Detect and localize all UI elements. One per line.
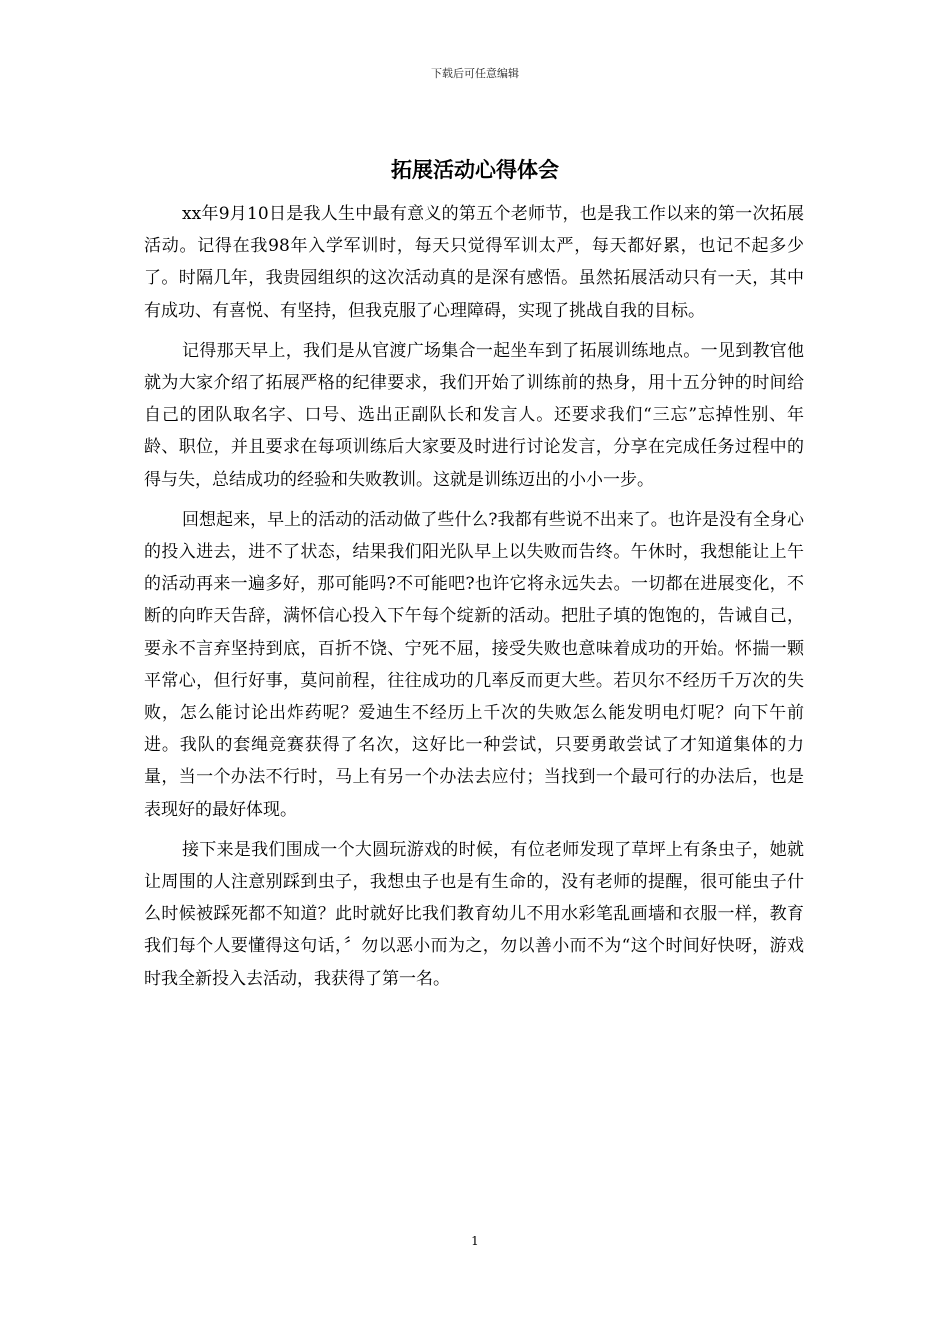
page-number: 1 (471, 1234, 479, 1248)
document-body (144, 198, 804, 1003)
page-header-note: 下载后可任意编辑 (431, 67, 519, 80)
body-paragraph: xx年9月10日是我人生中最有意义的第五个老师节，也是我工作以来的第一次拓展活动。记得在我98年入学军训时，每天只觉得军训太严，每天都好累，也记不起多少了。时隔几年，我贵园组织的这次活动真的是深有感悟。虽然拓展活动只有一天，其中有成功、有喜悦、有坚持，但我克服了心理障碍，实现了挑战自我的目标。 (144, 204, 804, 321)
body-paragraph: 记得那天早上，我们是从官渡广场集合一起坐车到了拓展训练地点。一见到教官他就为大家介绍了拓展严格的纪律要求，我们开始了训练前的热身，用十五分钟的时间给自己的团队取名字、口号、选出正副队长和发言人。还要求我们“三忘”忘掉性别、年龄、职位，并且要求在每项训练后大家要及时进行讨论发言，分享在完成任务过程中的得与失，总结成功的经验和失败教训。这就是训练迈出的小小一步。 (144, 340, 804, 490)
body-paragraph: 回想起来，早上的活动的活动做了些什么?我都有些说不出来了。也许是没有全身心的投入进去，进不了状态，结果我们阳光队早上以失败而告终。午休时，我想能让上午的活动再来一遍多好，那可能吗?不可能吧?也许它将永远失去。一切都在进展变化，不断的向昨天告辞，满怀信心投入下午每个绽新的活动。把肚子填的饱饱的，告诫自己，要永不言弃坚持到底，百折不饶、宁死不屈，接受失败也意味着成功的开始。怀揣一颗平常心，但行好事，莫问前程，往往成功的几率反而更大些。若贝尔不经历千万次的失败，怎么能讨论出炸药呢？爱迪生不经历上千次的失败怎么能发明电灯呢？向下午前进。我队的套绳竞赛获得了名次，这好比一种尝试，只要勇敢尝试了才知道集体的力量，当一个办法不行时，马上有另一个办法去应付；当找到一个最可行的办法后，也是表现好的最好体现。 (144, 509, 804, 820)
document-title: 拓展活动心得体会 (391, 157, 559, 182)
body-paragraph: 接下来是我们围成一个大圆玩游戏的时候，有位老师发现了草坪上有条虫子，她就让周围的人注意别踩到虫子，我想虫子也是有生命的，没有老师的提醒，很可能虫子什么时候被踩死都不知道？此时就好比我们教育幼儿不用水彩笔乱画墙和衣服一样，教育我们每个人要懂得这句话，〞勿以恶小而为之，勿以善小而不为“这个时间好快呀，游戏时我全新投入去活动，我获得了第一名。 (144, 839, 804, 989)
